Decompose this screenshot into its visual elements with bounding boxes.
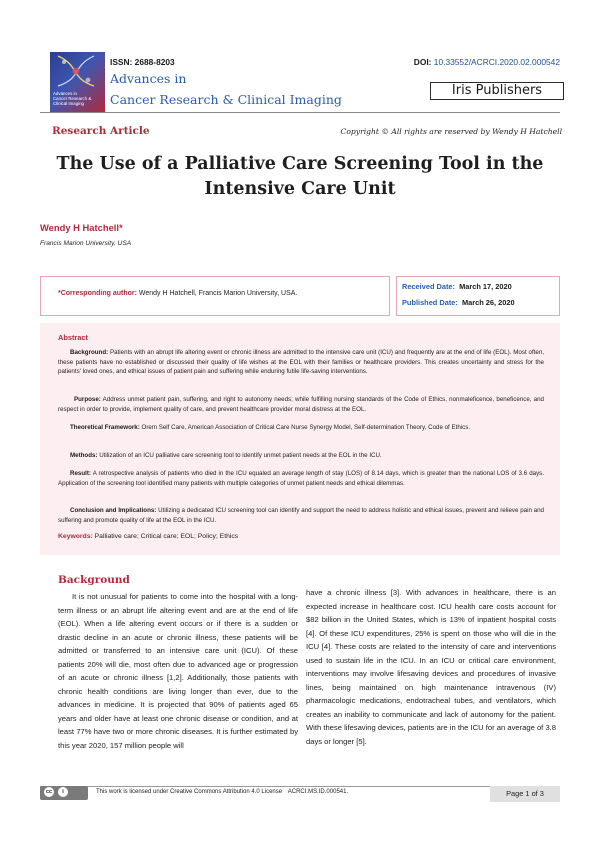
abstract-result [58, 469, 544, 488]
author-name: Wendy H Hatchell* [40, 222, 123, 233]
journal-title-line1: Advances in [110, 71, 187, 86]
conclusion-label: Conclusion and Implications: [70, 507, 157, 514]
section-heading-background: Background [58, 574, 130, 586]
article-title [40, 152, 560, 202]
result-text: A retrospective analysis of patients who died in the ICU equaled an average length of stay (LOS) of 8.14 days, which is greater than the national LOS of 3.6 days. Application of the screening tool identified many patients with multiple categories of unmet patient needs and ethical dilemmas. [58, 470, 544, 487]
purpose-label: Purpose: [74, 396, 101, 403]
published-value: March 26, 2020 [461, 298, 515, 307]
body-paragraph-right: have a chronic illness [3]. With advances in healthcare, there is an expected increase in healthcare cost. ICU health care costs account for $82 billion in the United States, which is 13% of inpatient hospital costs [4]. Of these ICU expenditures, 25% is spent on those who will die in the ICU [4]. These costs are related to the intensity of care and interventions used to sustain life in the ICU. In an ICU or critical care environment, interventions may involve lifesaving devices and procedures of invasive lines, being maintained on high maintenance intravenous (IV) pharmacologic medications, endotracheal tubes, and ventilators, which creates an inability to communicate and lack of autonomy for the patient. With these lifesaving devices, patients are in the ICU for an average of 3.8 days or longer [5]. [306, 588, 556, 747]
keywords-label: Keywords: [58, 533, 93, 540]
creative-commons-badge[interactable] [40, 786, 88, 800]
title-line1: The Use of a Palliative Care Screening Tool in the [56, 154, 544, 174]
issn: ISSN: 2688-8203 [110, 57, 175, 67]
title-line2: Intensive Care Unit [204, 179, 396, 199]
header-divider [40, 112, 560, 113]
journal-title-line2: Cancer Research & Clinical Imaging [110, 92, 342, 107]
corresponding-author [58, 290, 297, 297]
license-text[interactable]: This work is licensed under Creative Commons Attribution 4.0 License [96, 789, 283, 795]
attribution-icon: i [58, 787, 68, 797]
framework-text: Orem Self Care, American Association of Critical Care Nurse Synergy Model, Self-determination Theory, Code of Ethics. [139, 424, 471, 431]
abstract-background [58, 348, 544, 377]
body-column-right [306, 586, 556, 749]
background-label: Background: [70, 349, 109, 356]
page-number: Page 1 of 3 [490, 786, 560, 802]
license-statement [96, 789, 348, 795]
publisher-logo: Iris Publishers [430, 82, 564, 100]
abstract-methods [58, 451, 544, 461]
methods-label: Methods: [70, 452, 98, 459]
keywords [58, 533, 238, 540]
abstract-framework [58, 423, 544, 433]
body-column-left [58, 590, 298, 753]
background-text: Patients with an abrupt life altering event or chronic illness are admitted to the intensive care unit (ICU) and frequently are at the end of life (EOL). Most often, these patients have no established or discussed their quality of life wishes at the EOL with their families or healthcare providers. This creates uncertainty and stress for the patients' loved ones, and ethical issues of patient pain and suffering while enduring futile life-saving interventions. [58, 349, 544, 376]
doi-label: DOI: [413, 57, 432, 67]
received-date [402, 282, 512, 291]
methods-text: Utilization of an ICU palliative care screening tool to identify unmet patient needs at the EOL in the ICU. [97, 452, 382, 459]
framework-label: Theoretical Framework: [70, 424, 140, 431]
footer-divider [40, 786, 560, 787]
published-date [402, 298, 515, 307]
received-label: Received Date: [402, 282, 455, 291]
author-affiliation: Francis Marion University, USA [40, 240, 132, 247]
published-label: Published Date: [402, 298, 458, 307]
result-label: Result: [70, 470, 91, 477]
doi [388, 57, 560, 67]
article-id: ACRCI.MS.ID.000541. [287, 789, 349, 795]
article-type: Research Article [52, 125, 150, 137]
logo-caption: Advances in Cancer Research & Clinical Imaging [53, 91, 92, 106]
abstract-heading: Abstract [58, 333, 88, 342]
received-value: March 17, 2020 [459, 282, 512, 291]
cc-icon: cc [45, 789, 53, 795]
doi-link[interactable]: 10.33552/ACRCI.2020.02.000542 [433, 57, 560, 67]
body-paragraph-left: It is not unusual for patients to come into the hospital with a long-term illness or an abrupt life altering event and are at the end of life (EOL). When a life altering event occurs or if there is a sudden or drastic decline in an acute or chronic illness, these patients will be admitted or transferred to an intensive care unit (ICU). Of these patients 20% will die, most often due to advanced age or progression of an acute or chronic illness [1,2]. Additionally, those patients with chronic health conditions are living longer than ever, due to the advances in medicine. It is projected that 90% of patients aged 65 years and older have at least one chronic disease or condition, and at least 77% have two or more chronic diseases. It is further estimated by this year 2020, 157 million people will [58, 592, 298, 751]
abstract-purpose [58, 395, 544, 414]
journal-logo [50, 52, 105, 112]
copyright-notice: Copyright © All rights are reserved by Wendy H Hatchell [340, 127, 562, 136]
corresponding-author-text: Wendy H Hatchell, Francis Marion University, USA. [136, 290, 298, 297]
purpose-text: Address unmet patient pain, suffering, and right to autonomy needs; while fulfilling nursing standards of the Code of Ethics, nonmaleficence, beneficence, and respect in order to provide, implement quality of care, and prevent healthcare provider moral distress at the EOL. [58, 396, 544, 413]
abstract-conclusion [58, 506, 544, 525]
keywords-text: Palliative care; Critical care; EOL; Policy; Ethics [92, 533, 239, 540]
conclusion-text: Utilizing a dedicated ICU screening tool can identify and support the need to address holistic and ethical issues, prevent and relieve pain and suffering and promote quality of life at the EOL in the ICU. [58, 507, 544, 524]
corresponding-author-label: *Corresponding author: [58, 290, 137, 297]
